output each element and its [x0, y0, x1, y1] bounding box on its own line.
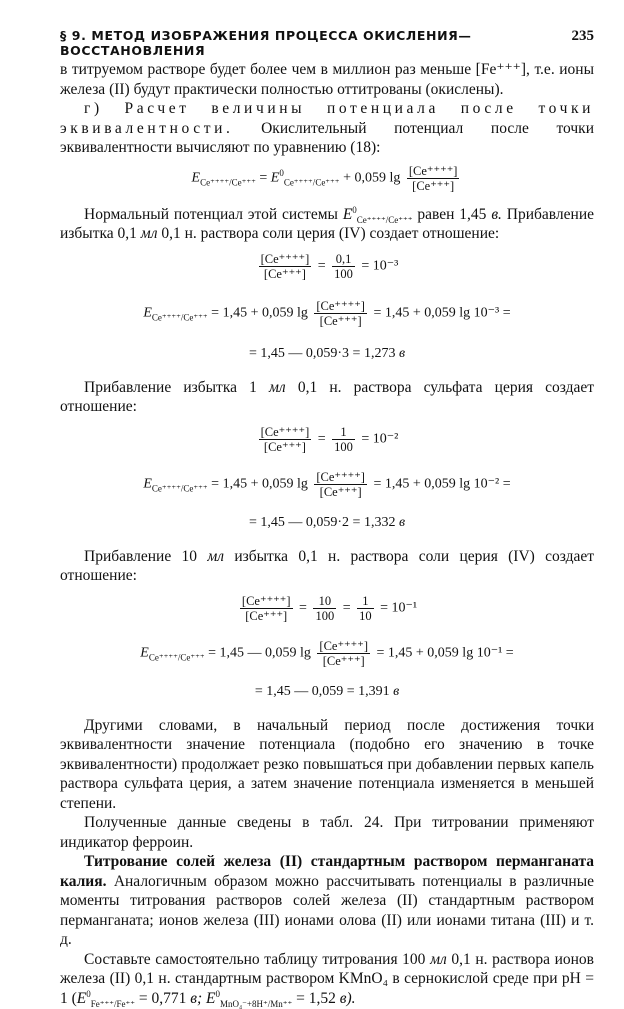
eq5-numerator-2: 1	[332, 425, 355, 440]
eq3-fraction	[314, 299, 367, 328]
eq3-denominator: [Ce⁺⁺⁺]	[319, 313, 362, 328]
paragraph-5	[60, 547, 594, 586]
page-body	[60, 60, 594, 1008]
eq1-lhs: E	[191, 170, 201, 186]
equation-4	[60, 346, 594, 362]
eq9-denominator: [Ce⁺⁺⁺]	[322, 653, 365, 668]
p5-text-a: Прибавление 10	[84, 547, 198, 565]
eq8-denominator: [Ce⁺⁺⁺]	[245, 608, 288, 623]
p3-sub: Ce⁺⁺⁺⁺/Ce⁺⁺⁺	[356, 214, 413, 225]
p5-ml: мл	[207, 547, 225, 565]
equation-10	[60, 684, 594, 700]
eq9-lhs: E	[140, 645, 149, 661]
eq1-lhs-sub: Ce⁺⁺⁺⁺/Ce⁺⁺⁺	[200, 177, 256, 188]
eq6-lhs-sub: Ce⁺⁺⁺⁺/Ce⁺⁺⁺	[151, 483, 208, 494]
eq1-e0-sup: 0	[279, 167, 284, 178]
p9-e2-sup: 0	[215, 988, 221, 999]
eq1-log-term: + 0,059 lg	[343, 170, 401, 186]
p8-text: Аналогичным образом можно рассчитывать потенциалы в различные моменты титрования растворов солей железа (II) стандартным раствором перманганата; ионов железа (III) ионами олова (II) или ионами титана (III) и т. д.	[60, 872, 595, 948]
eq8-fraction-3	[357, 594, 374, 623]
eq3-lhs-sub: Ce⁺⁺⁺⁺/Ce⁺⁺⁺	[151, 312, 208, 323]
p9-unit-1: в;	[190, 989, 203, 1007]
eq1-numerator: [Ce⁺⁺⁺⁺]	[408, 163, 458, 178]
eq9-fraction	[317, 639, 370, 668]
p9-ml: мл	[430, 950, 447, 968]
eq5-equals: =	[317, 431, 326, 447]
p3-text-d: 0,1 н. раствора соли церия (IV) создает отношение:	[161, 225, 500, 242]
p3-unit: в.	[491, 205, 502, 223]
paragraph-2-text: Окислительный потенциал после точки эквивалентности вычисляют по уравнению (18):	[60, 119, 595, 156]
eq5-numerator: [Ce⁺⁺⁺⁺]	[260, 424, 310, 439]
eq8-numerator-2: 10	[313, 594, 336, 609]
page-number: 235	[571, 28, 594, 44]
eq2-fraction-1	[259, 252, 312, 281]
eq7-unit: в	[398, 514, 406, 530]
equation-6	[60, 470, 594, 499]
eq3-middle: = 1,45 + 0,059 lg	[211, 305, 308, 321]
eq8-numerator-3: 1	[357, 594, 374, 609]
eq10-unit: в	[393, 683, 400, 699]
eq8-fraction-1	[240, 594, 293, 623]
p3-ml: мл	[140, 225, 158, 242]
eq2-numerator-2: 0,1	[332, 252, 355, 267]
p9-text-b: 0,1 н. раствора ионов железа (II) 0,1 н. стандартным раствором KMnO₄ в сернокислой среде при pH = 1 (	[60, 950, 595, 1007]
eq6-lhs: E	[143, 476, 152, 492]
eq6-rhs: = 1,45 + 0,059 lg 10⁻² =	[373, 476, 511, 492]
equation-2	[60, 252, 594, 281]
eq9-rhs: = 1,45 + 0,059 lg 10⁻¹ =	[376, 645, 514, 661]
p9-e2-sub: MnO₄⁻+8H⁺/Mn⁺⁺	[220, 998, 293, 1009]
equation-5	[60, 425, 594, 454]
p4-ml: мл	[269, 378, 286, 396]
p9-value-1: = 0,771	[138, 989, 187, 1007]
eq6-numerator: [Ce⁺⁺⁺⁺]	[316, 469, 365, 484]
eq2-numerator: [Ce⁺⁺⁺⁺]	[260, 251, 310, 266]
eq3-numerator: [Ce⁺⁺⁺⁺]	[316, 298, 365, 313]
eq8-equals-2: =	[342, 600, 351, 616]
equation-8	[60, 594, 594, 623]
p8-heading: Титрование солей железа (II) стандартным раствором перманганата калия.	[60, 853, 594, 890]
eq3-rhs: = 1,45 + 0,059 lg 10⁻³ =	[373, 305, 511, 321]
eq9-numerator: [Ce⁺⁺⁺⁺]	[319, 638, 369, 653]
eq10-text: = 1,45 — 0,059 = 1,391	[254, 683, 390, 699]
eq4-text: = 1,45 — 0,059·3 = 1,273	[248, 345, 396, 361]
p3-sup: 0	[352, 204, 357, 215]
p9-e1: E	[76, 989, 87, 1007]
paragraph-7: Полученные данные сведены в табл. 24. При титровании применяют индикатор ферроин.	[60, 814, 594, 851]
eq2-denominator-2: 100	[334, 266, 353, 281]
paragraph-2	[60, 99, 594, 158]
eq5-denominator-2: 100	[334, 439, 353, 454]
eq4-unit: в	[398, 345, 406, 361]
p3-text-a: Нормальный потенциал этой системы	[84, 205, 338, 223]
eq1-denominator: [Ce⁺⁺⁺]	[412, 178, 455, 193]
paragraph-1: в титруемом растворе будет более чем в миллион раз меньше [Fe⁺⁺⁺], т.е. ионы железа (II) будут практически полностью оттитрованы (окислены).	[60, 61, 594, 98]
p9-unit-2: в).	[339, 989, 356, 1007]
eq1-equals: =	[259, 170, 268, 186]
eq1-e0-sub: Ce⁺⁺⁺⁺/Ce⁺⁺⁺	[283, 177, 340, 188]
p9-value-2: = 1,52	[296, 989, 336, 1007]
p9-text-a: Составьте самостоятельно таблицу титрования 100	[84, 950, 426, 968]
p3-symbol: E	[342, 205, 353, 223]
eq5-denominator: [Ce⁺⁺⁺]	[263, 439, 306, 454]
eq6-denominator: [Ce⁺⁺⁺]	[319, 484, 362, 499]
p9-e1-sub: Fe⁺⁺⁺/Fe⁺⁺	[90, 998, 136, 1009]
section-title: § 9. МЕТОД ИЗОБРАЖЕНИЯ ПРОЦЕССА ОКИСЛЕНИЯ—ВОССТАНОВЛЕНИЯ	[60, 28, 472, 58]
eq5-fraction-2	[332, 425, 355, 454]
running-header	[60, 28, 594, 58]
eq7-text: = 1,45 — 0,059·2 = 1,332	[248, 514, 396, 530]
eq9-middle: = 1,45 — 0,059 lg	[208, 645, 311, 661]
paragraph-9	[60, 950, 594, 1009]
p4-text-a: Прибавление избытка 1	[84, 378, 257, 396]
eq5-result: = 10⁻²	[361, 431, 399, 447]
eq6-middle: = 1,45 + 0,059 lg	[211, 476, 308, 492]
paragraph-2-heading: г) Расчет величины потенциала после точки эквивалентности.	[60, 100, 594, 137]
p5-text-b: избытка 0,1 н. раствора соли церия (IV) создает отношение:	[60, 547, 595, 584]
eq2-fraction-2	[332, 252, 355, 281]
eq2-result: = 10⁻³	[361, 258, 399, 274]
eq8-denominator-3: 10	[359, 608, 372, 623]
eq8-result: = 10⁻¹	[380, 600, 418, 616]
eq2-equals: =	[317, 258, 326, 274]
eq2-denominator: [Ce⁺⁺⁺]	[263, 266, 306, 281]
eq8-fraction-2	[313, 594, 336, 623]
eq1-fraction	[407, 164, 460, 193]
p9-e2: E	[206, 989, 216, 1007]
eq8-equals: =	[299, 600, 307, 616]
eq1-e0: E	[270, 170, 280, 186]
paragraph-4	[60, 378, 594, 417]
paragraph-8	[60, 852, 594, 950]
equation-1	[60, 164, 594, 193]
eq5-fraction-1	[259, 425, 312, 454]
p3-text-c: Прибавление избытка 0,1	[60, 205, 594, 242]
paragraph-3	[60, 205, 594, 244]
eq9-lhs-sub: Ce⁺⁺⁺⁺/Ce⁺⁺⁺	[148, 652, 205, 663]
equation-7	[60, 515, 594, 531]
paragraph-6: Другими словами, в начальный период после достижения точки эквивалентности значение потенциала (подобно его значению в точке эквивалентности) продолжает резко повышаться при добавлении первых капель раствора сульфата церия, а затем значение потенциала изменяется в меньшей степени.	[60, 716, 594, 812]
eq3-lhs: E	[143, 305, 152, 321]
p4-text-b: 0,1 н. раствора сульфата церия создает отношение:	[60, 378, 595, 415]
p3-text-b: равен 1,45	[417, 205, 487, 223]
eq8-denominator-2: 100	[315, 608, 335, 623]
equation-9	[60, 639, 594, 668]
equation-3	[60, 299, 594, 328]
eq8-numerator: [Ce⁺⁺⁺⁺]	[241, 593, 291, 608]
eq6-fraction	[314, 470, 367, 499]
p9-e1-sup: 0	[86, 988, 91, 999]
